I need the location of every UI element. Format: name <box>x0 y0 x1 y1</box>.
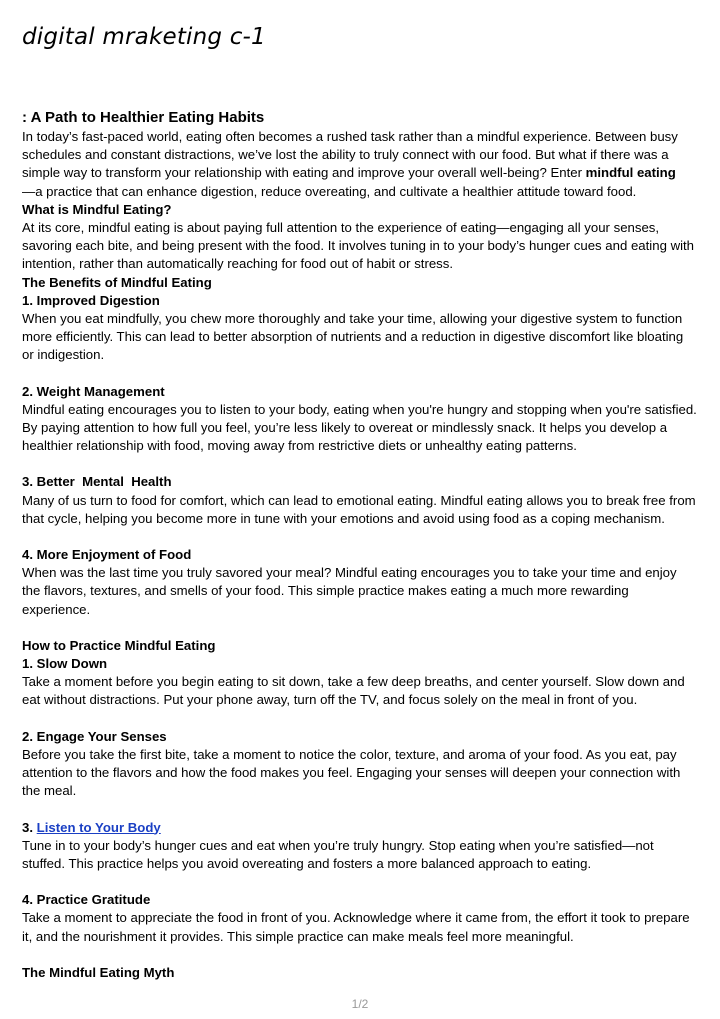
what-paragraph: At its core, mindful eating is about paying full attention to the experience of eating—engaging all your senses, savoring each bite, and being present with the food. It involves tuning in to your body’s hunger cues and eating with intention, rather than automatically reaching for food out of habit or stress. <box>22 220 695 272</box>
article-body <box>22 108 698 982</box>
article-heading: : A Path to Healthier Eating Habits <box>22 109 265 126</box>
benefit-item <box>22 383 698 456</box>
practice-item <box>22 891 698 946</box>
practice-text: Before you take the first bite, take a moment to notice the color, texture, and aroma of your food. As you eat, pay attention to the flavors and how the food makes you feel. Engaging your senses will deepen your connection with the meal. <box>22 746 681 799</box>
practice-heading: How to Practice Mindful Eating <box>22 637 216 653</box>
document-title: digital mraketing c-1 <box>22 24 266 50</box>
what-heading: What is Mindful Eating? <box>22 201 172 217</box>
intro-text-b: —a practice that can enhance digestion, reduce overeating, and cultivate a healthier attitude toward food. <box>22 183 637 199</box>
benefit-text: When was the last time you truly savored your meal? Mindful eating encourages you to take your time and enjoy the flavors, textures, and smells of your food. This simple practice makes eating a much more rewarding experience. <box>22 565 677 617</box>
benefit-title: 2. Weight Management <box>22 383 165 399</box>
practice-item <box>22 728 698 801</box>
benefit-title: 4. More Enjoyment of Food <box>22 547 192 563</box>
practice-title: 3. Listen to Your Body <box>22 819 161 835</box>
benefit-text: Many of us turn to food for comfort, which can lead to emotional eating. Mindful eating allows you to break free from that cycle, helping you become more in tune with your emotions and avoid using food as a coping mechanism. <box>22 492 696 526</box>
practice-title: 4. Practice Gratitude <box>22 892 151 908</box>
page-indicator: 1/2 <box>351 997 369 1011</box>
benefit-title: 3. Better Mental Health <box>22 474 172 490</box>
practice-item <box>22 819 698 874</box>
benefit-title: 1. Improved Digestion <box>22 292 160 308</box>
benefit-text: When you eat mindfully, you chew more thoroughly and take your time, allowing your digestive system to function more efficiently. This can lead to better absorption of nutrients and a reduction in digestive discomfort like bloating or indigestion. <box>22 311 684 363</box>
benefit-text: Mindful eating encourages you to listen to your body, eating when you're hungry and stopping when you're satisfied. By paying attention to how full you feel, you’re less likely to overeat or mindlessly snack. It helps you develop a healthier relationship with food, moving away from restrictive diets or unhealthy eating patterns. <box>22 401 697 454</box>
benefit-item <box>22 546 698 619</box>
practice-title: 2. Engage Your Senses <box>22 728 167 744</box>
practice-title: 1. Slow Down <box>22 656 108 672</box>
practice-text: Tune in to your body’s hunger cues and eat when you’re truly hungry. Stop eating when you’re satisfied—not stuffed. This practice helps you avoid overeating and fosters a more balanced approach to eating. <box>22 837 654 871</box>
practice-text: Take a moment to appreciate the food in front of you. Acknowledge where it came from, the effort it took to prepare it, and the nourishment it provides. This simple practice can make meals feel more meaningful. <box>22 910 690 944</box>
intro-text-a: In today’s fast-paced world, eating often becomes a rushed task rather than a mindful experience. Between busy schedules and constant distractions, we’ve lost the ability to truly connect with our food. But what if there was a simple way to transform your relationship with eating and improve your overall well-being? Enter <box>22 129 678 181</box>
myth-heading: The Mindful Eating Myth <box>22 964 175 980</box>
benefits-heading: The Benefits of Mindful Eating <box>22 274 212 290</box>
benefit-item <box>22 473 698 528</box>
intro-bold-term: mindful eating <box>585 165 676 181</box>
intro-paragraph <box>22 128 698 201</box>
practice-item <box>22 655 698 710</box>
benefit-item <box>22 292 698 365</box>
practice-text: Take a moment before you begin eating to sit down, take a few deep breaths, and center yourself. Slow down and eat without distractions. Put your phone away, turn off the TV, and focus solely on the meal in front of you. <box>22 674 685 708</box>
listen-to-body-link[interactable]: Listen to Your Body <box>36 819 161 835</box>
